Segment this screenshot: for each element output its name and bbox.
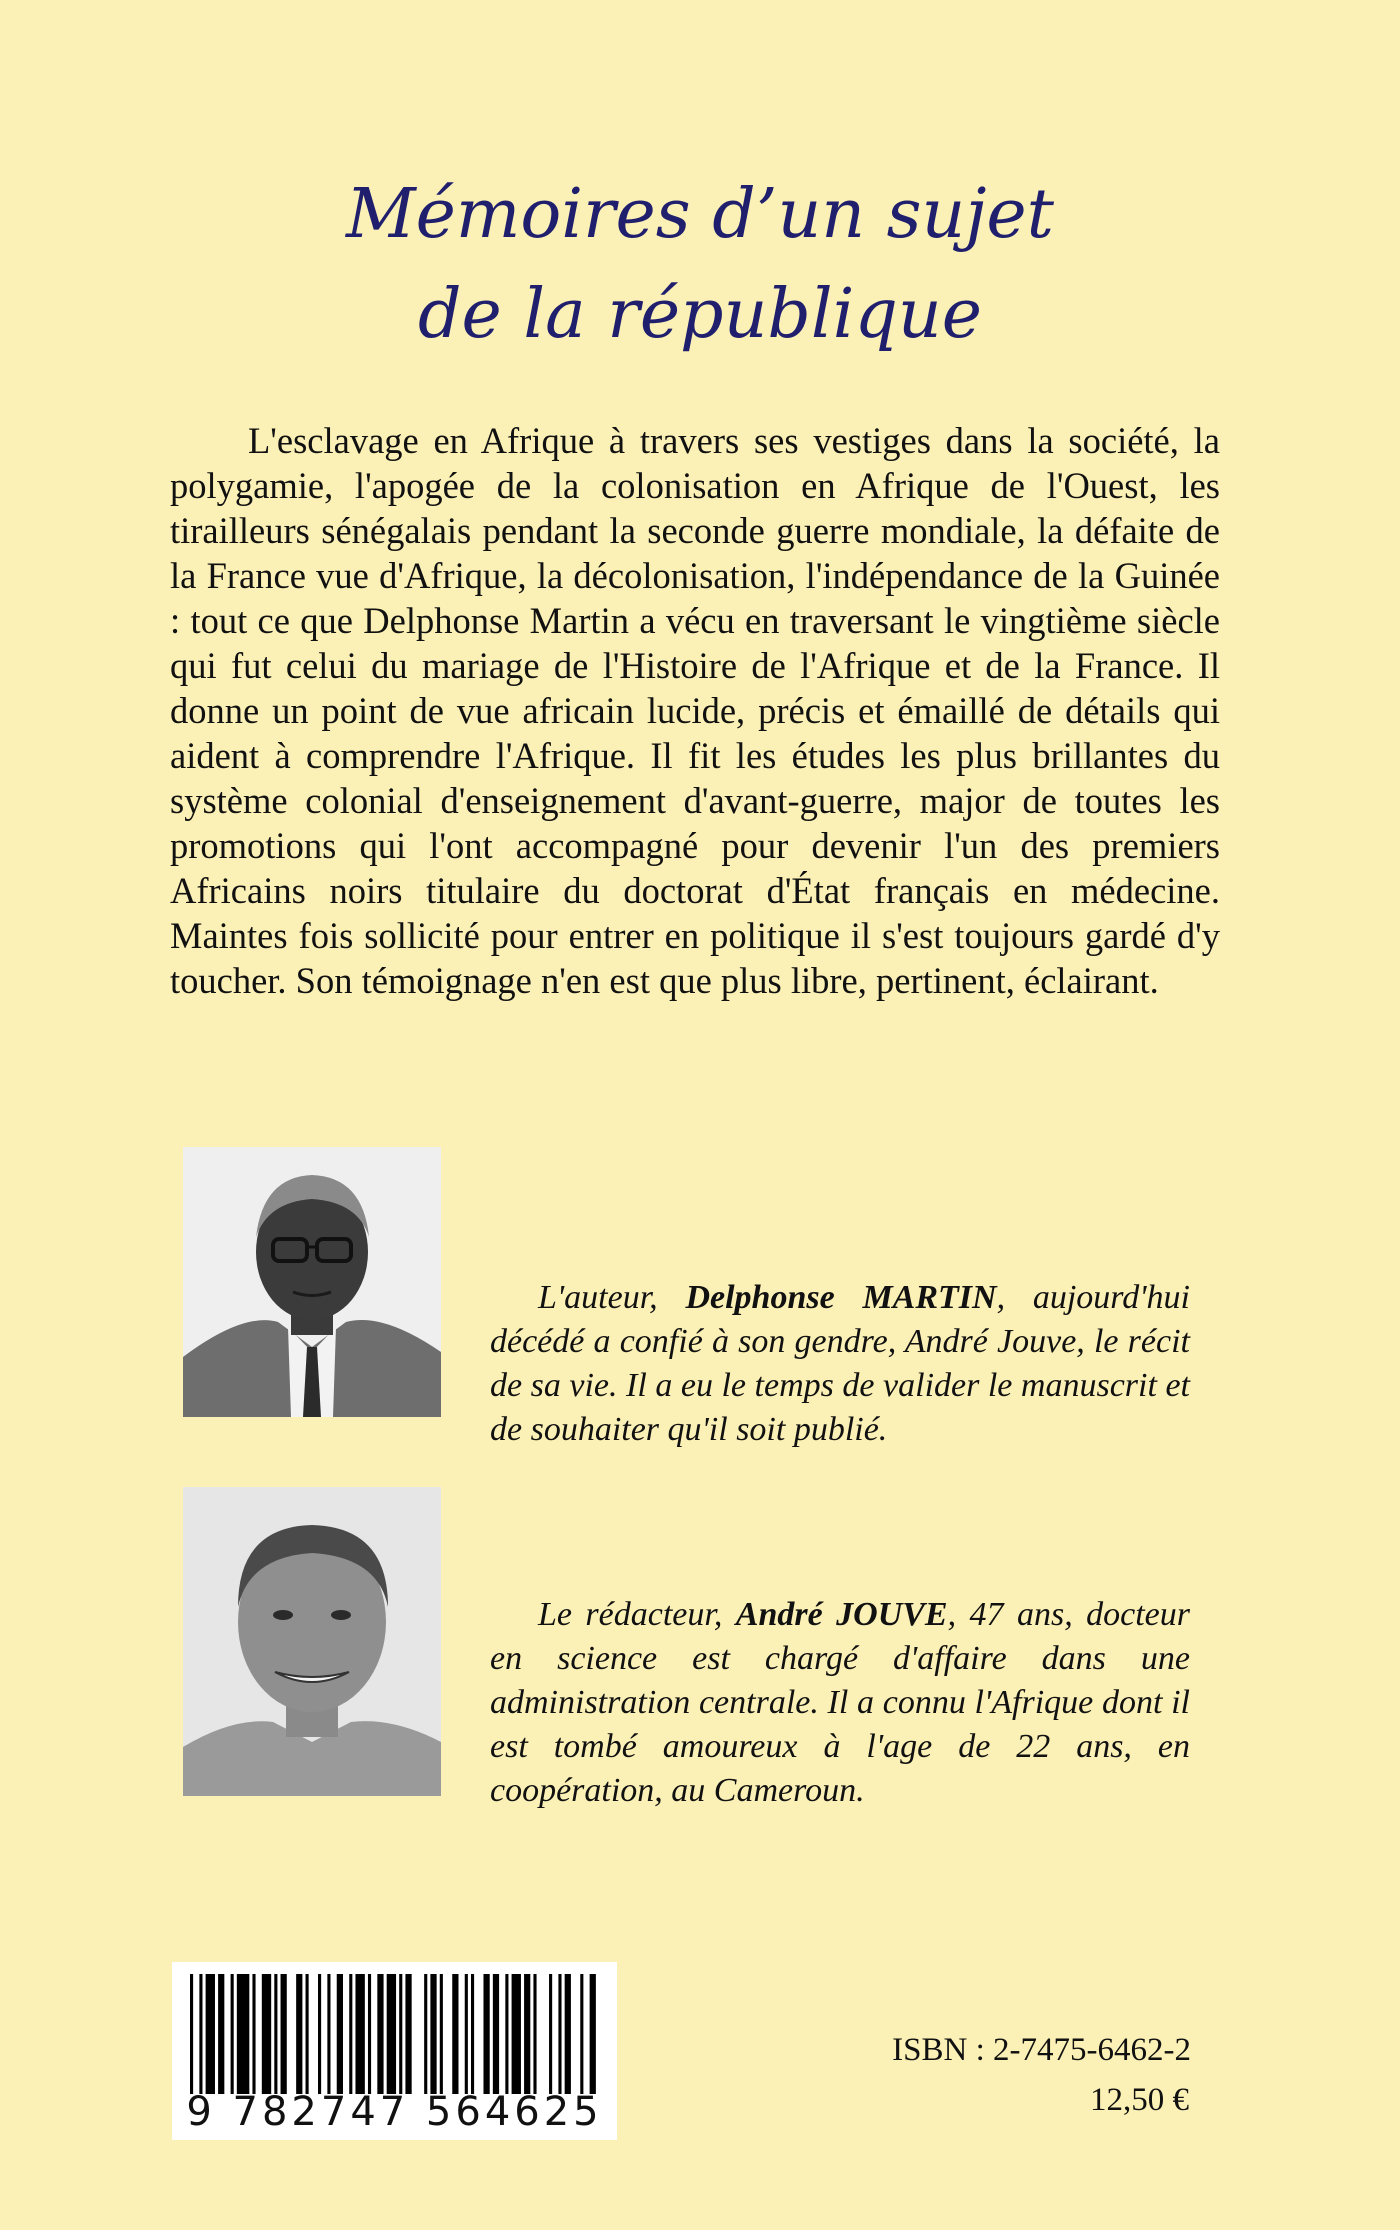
barcode-bar — [318, 1974, 321, 2094]
barcode — [172, 1962, 617, 2140]
barcode-bar — [549, 1974, 552, 2094]
barcode-bar — [430, 1974, 436, 2094]
barcode-bar — [377, 1974, 383, 2094]
barcode-bar — [493, 1974, 499, 2094]
title-line-1: Mémoires d’un sujet — [346, 175, 1054, 254]
barcode-bar — [206, 1974, 215, 2094]
author-caption — [490, 1276, 1190, 1452]
barcode-bar — [190, 1974, 193, 2094]
summary-paragraph: L'esclavage en Afrique à travers ses vestiges dans la société, la polygamie, l'apogée de la colonisation en Afrique de l'Ouest, les tirailleurs sénégalais pendant la seconde guerre mondiale, la défaite de la France vue d'Afrique, la décolonisation, l'indépendance de la Guinée : tout ce que Delphonse Martin a vécu en traversant le vingtième siècle qui fut celui du mariage de l'Histoire de l'Afrique et de la France. Il donne un point de vue africain lucide, précis et émaillé de détails qui aident à comprendre l'Afrique. Il fit les études les plus brillantes du système colonial d'enseignement d'avant-guerre, major de toutes les promotions qui l'ont accompagné pour devenir l'un des premiers Africains noirs titulaire du doctorat d'État français en médecine. Maintes fois sollicité pour entrer en politique il s'est toujours gardé d'y toucher. Son témoignage n'en est que plus libre, pertinent, éclairant. — [170, 420, 1220, 1001]
barcode-bar — [512, 1974, 521, 2094]
author-photo — [183, 1147, 441, 1417]
barcode-bar — [281, 1974, 287, 2094]
barcode-bar — [580, 1974, 583, 2094]
barcode-bar — [231, 1974, 234, 2094]
barcode-bar — [405, 1974, 411, 2094]
barcode-bar — [368, 1974, 371, 2094]
barcode-bar — [252, 1974, 255, 2094]
barcode-bar — [306, 1974, 309, 2094]
editor-photo — [183, 1487, 441, 1796]
barcode-bar — [590, 1974, 596, 2094]
barcode-bar — [424, 1974, 427, 2094]
barcode-bar — [349, 1974, 352, 2094]
barcode-bar — [296, 1974, 302, 2094]
barcode-bar — [565, 1974, 571, 2094]
book-title — [0, 165, 1400, 365]
barcode-bar — [262, 1974, 271, 2094]
barcode-bar — [483, 1974, 489, 2094]
barcode-bars — [190, 1974, 599, 2094]
barcode-digits: 9 782747 564625 — [186, 2089, 603, 2135]
barcode-bar — [327, 1974, 330, 2094]
barcode-bar — [533, 1974, 536, 2094]
price: 12,50 € — [1090, 2082, 1189, 2118]
barcode-bar — [558, 1974, 561, 2094]
barcode-bar — [199, 1974, 202, 2094]
barcode-bar — [218, 1974, 224, 2094]
barcode-bar — [524, 1974, 530, 2094]
barcode-bar — [399, 1974, 402, 2094]
editor-caption-text: , 47 ans, docteur en science est chargé d'affaire dans une administration centrale. Il a connu l'Afrique dont il est tombé amoureux à l'age de 22 ans, en coopération, au Cameroun. — [490, 1596, 1191, 1809]
editor-name: André JOUVE — [735, 1596, 948, 1633]
editor-caption-prefix: Le rédacteur, — [538, 1596, 736, 1633]
barcode-bar — [465, 1974, 468, 2094]
barcode-bar — [440, 1974, 443, 2094]
barcode-bar — [471, 1974, 474, 2094]
barcode-bar — [387, 1974, 396, 2094]
barcode-bar — [505, 1974, 508, 2094]
barcode-bar — [452, 1974, 458, 2094]
barcode-bar — [355, 1974, 364, 2094]
isbn: ISBN : 2-7475-6462-2 — [892, 2032, 1191, 2068]
barcode-bar — [237, 1974, 249, 2094]
editor-caption — [490, 1593, 1190, 1813]
author-caption-text: , aujourd'hui décédé a confié à son gendre, André Jouve, le récit de sa vie. Il a eu le temps de valider le manuscrit et de souhaiter qu'il soit publié. — [490, 1279, 1190, 1448]
author-caption-prefix: L'auteur, — [538, 1279, 686, 1316]
barcode-bar — [337, 1974, 343, 2094]
author-name: Delphonse MARTIN — [685, 1279, 997, 1316]
title-line-2: de la république — [418, 275, 982, 354]
barcode-bar — [274, 1974, 277, 2094]
